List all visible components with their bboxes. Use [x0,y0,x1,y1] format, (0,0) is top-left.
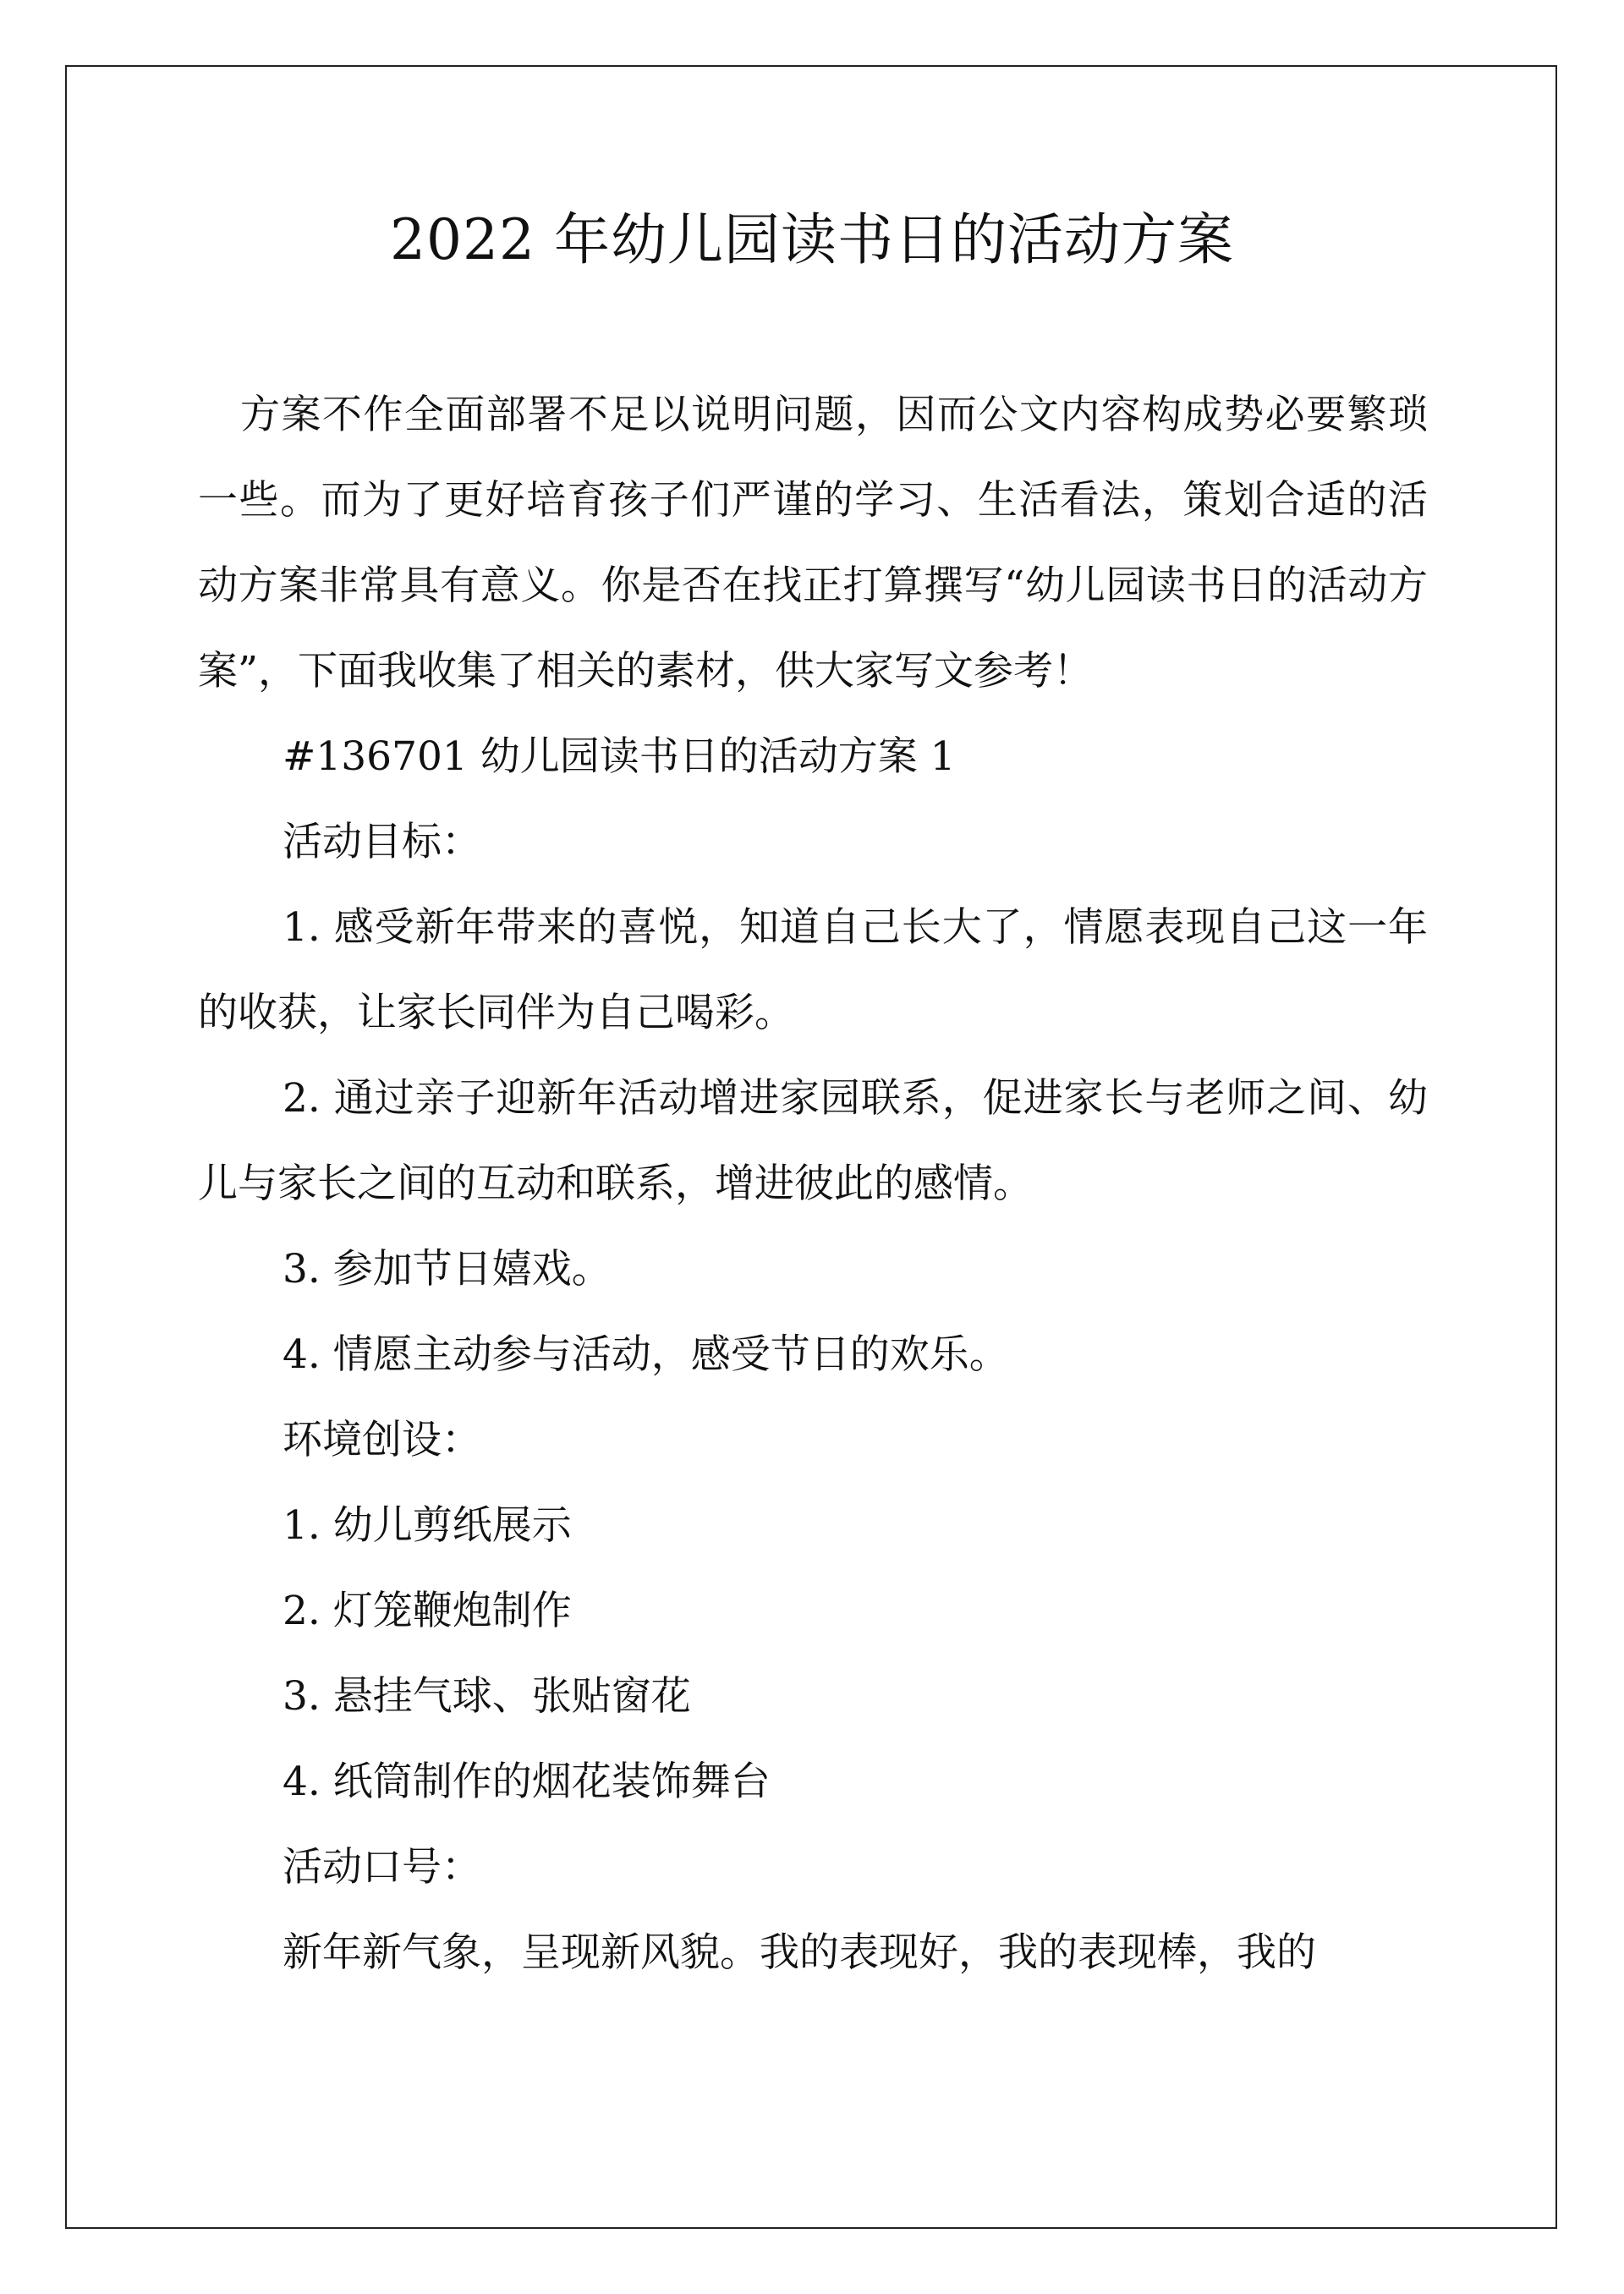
document-body [198,372,1428,1995]
environment-item: 3. 悬挂气球、张贴窗花 [283,1673,691,1720]
environment-item: 4. 纸筒制作的烟花装饰舞台 [283,1759,771,1805]
goal-item: 1. 感受新年带来的喜悦，知道自己长大了，情愿表现自己这一年的收获，让家长同伴为自己喝彩。 [198,904,1428,1036]
goal-item: 4. 情愿主动参与活动，感受节日的欢乐。 [283,1331,1009,1378]
subheading-environment: 环境创设： [283,1417,481,1463]
environment-item: 2. 灯笼鞭炮制作 [283,1588,572,1634]
section-heading: #136701 幼儿园读书日的活动方案 1 [283,733,956,780]
subheading-goals: 活动目标： [283,819,481,865]
environment-item: 1. 幼儿剪纸展示 [283,1502,572,1549]
document-title: 2022 年幼儿园读书日的活动方案 [390,207,1234,272]
slogan-paragraph: 新年新气象，呈现新风貌。我的表现好，我的表现棒，我的 [283,1929,1316,1976]
intro-paragraph: 方案不作全面部署不足以说明问题，因而公文内容构成势必要繁琐一些。而为了更好培育孩子们严谨的学习、生活看法，策划合适的活动方案非常具有意义。你是否在找正打算撰写“幼儿园读书日的活动方案”，下面我收集了相关的素材，供大家写文参考！ [198,392,1428,694]
subheading-slogan: 活动口号： [283,1844,481,1891]
goal-item: 3. 参加节日嬉戏。 [283,1246,612,1292]
goal-item: 2. 通过亲子迎新年活动增进家园联系，促进家长与老师之间、幼儿与家长之间的互动和联系，增进彼此的感情。 [198,1075,1428,1207]
